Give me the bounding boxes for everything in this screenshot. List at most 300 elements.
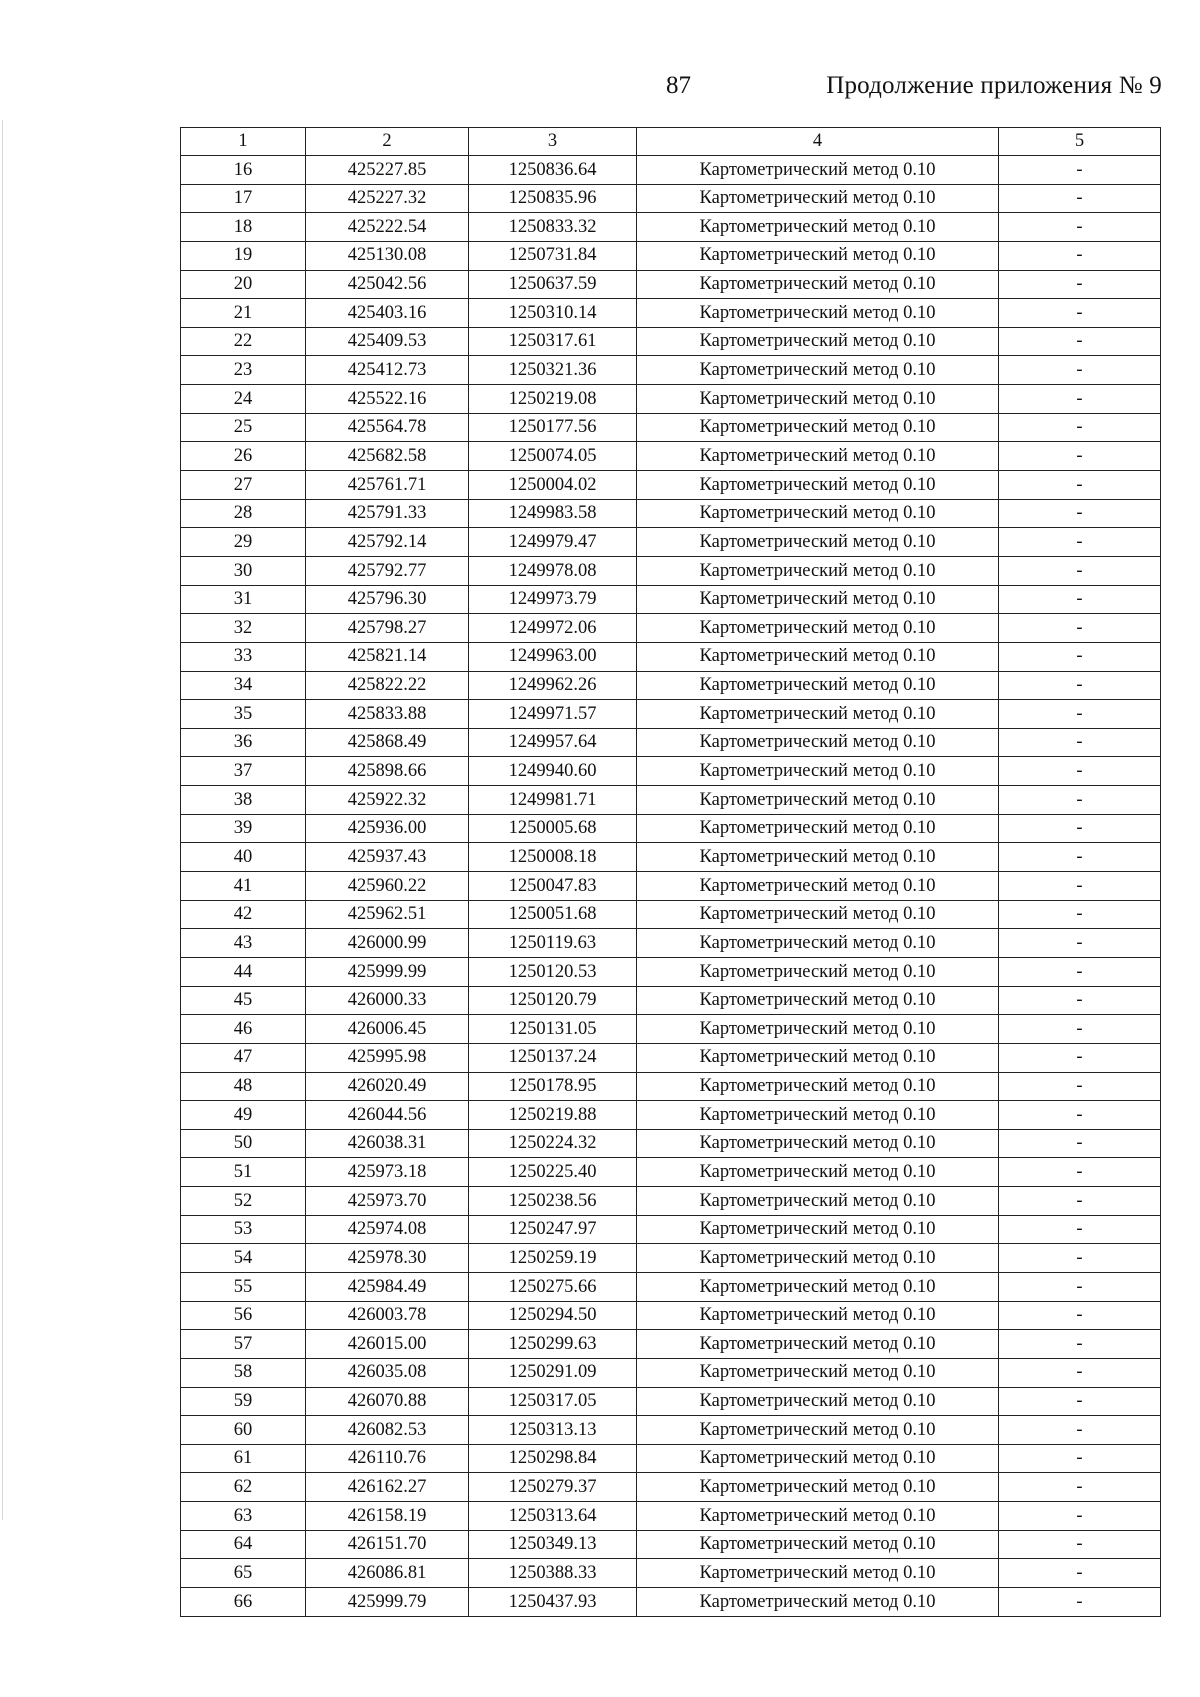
x-coordinate-cell: 425042.56 (306, 270, 469, 299)
method-cell: Картометрический метод 0.10 (637, 270, 999, 299)
note-cell: - (999, 957, 1161, 986)
table-row (181, 1215, 1161, 1244)
y-coordinate-cell: 1250437.93 (469, 1588, 637, 1617)
note-cell: - (999, 356, 1161, 385)
table-row (181, 957, 1161, 986)
x-coordinate-cell: 426035.08 (306, 1358, 469, 1387)
x-coordinate-cell: 425130.08 (306, 241, 469, 270)
method-cell: Картометрический метод 0.10 (637, 213, 999, 242)
x-coordinate-cell: 426158.19 (306, 1502, 469, 1531)
note-cell: - (999, 1215, 1161, 1244)
y-coordinate-cell: 1250317.61 (469, 327, 637, 356)
note-cell: - (999, 499, 1161, 528)
point-number-cell: 66 (181, 1588, 306, 1617)
table-row (181, 270, 1161, 299)
point-number-cell: 50 (181, 1129, 306, 1158)
table-row (181, 1502, 1161, 1531)
x-coordinate-cell: 425936.00 (306, 814, 469, 843)
method-cell: Картометрический метод 0.10 (637, 900, 999, 929)
point-number-cell: 25 (181, 413, 306, 442)
method-cell: Картометрический метод 0.10 (637, 1015, 999, 1044)
table-row (181, 1301, 1161, 1330)
note-cell: - (999, 1330, 1161, 1359)
x-coordinate-cell: 426110.76 (306, 1444, 469, 1473)
table-row (181, 413, 1161, 442)
table-row (181, 1187, 1161, 1216)
table-row (181, 1330, 1161, 1359)
x-coordinate-cell: 426038.31 (306, 1129, 469, 1158)
method-cell: Картометрический метод 0.10 (637, 1043, 999, 1072)
table-row (181, 299, 1161, 328)
x-coordinate-cell: 426003.78 (306, 1301, 469, 1330)
note-cell: - (999, 929, 1161, 958)
method-cell: Картометрический метод 0.10 (637, 986, 999, 1015)
x-coordinate-cell: 425868.49 (306, 728, 469, 757)
method-cell: Картометрический метод 0.10 (637, 843, 999, 872)
x-coordinate-cell: 426070.88 (306, 1387, 469, 1416)
y-coordinate-cell: 1249940.60 (469, 757, 637, 786)
table-row (181, 1588, 1161, 1617)
y-coordinate-cell: 1250298.84 (469, 1444, 637, 1473)
note-cell: - (999, 1101, 1161, 1130)
table-row (181, 843, 1161, 872)
y-coordinate-cell: 1250008.18 (469, 843, 637, 872)
point-number-cell: 33 (181, 642, 306, 671)
page-caption: Продолжение приложения № 9 (826, 72, 1162, 99)
y-coordinate-cell: 1249973.79 (469, 585, 637, 614)
method-cell: Картометрический метод 0.10 (637, 471, 999, 500)
y-coordinate-cell: 1250219.88 (469, 1101, 637, 1130)
point-number-cell: 36 (181, 728, 306, 757)
point-number-cell: 65 (181, 1559, 306, 1588)
method-cell: Картометрический метод 0.10 (637, 872, 999, 901)
x-coordinate-cell: 425522.16 (306, 385, 469, 414)
point-number-cell: 29 (181, 528, 306, 557)
point-number-cell: 41 (181, 872, 306, 901)
note-cell: - (999, 614, 1161, 643)
point-number-cell: 49 (181, 1101, 306, 1130)
point-number-cell: 43 (181, 929, 306, 958)
x-coordinate-cell: 425978.30 (306, 1244, 469, 1273)
x-coordinate-cell: 425822.22 (306, 671, 469, 700)
x-coordinate-cell: 425973.18 (306, 1158, 469, 1187)
method-cell: Картометрический метод 0.10 (637, 814, 999, 843)
x-coordinate-cell: 425962.51 (306, 900, 469, 929)
y-coordinate-cell: 1249963.00 (469, 642, 637, 671)
method-cell: Картометрический метод 0.10 (637, 1444, 999, 1473)
note-cell: - (999, 1043, 1161, 1072)
table-row (181, 442, 1161, 471)
x-coordinate-cell: 426000.33 (306, 986, 469, 1015)
table-row (181, 786, 1161, 815)
note-cell: - (999, 156, 1161, 185)
point-number-cell: 58 (181, 1358, 306, 1387)
point-number-cell: 63 (181, 1502, 306, 1531)
method-cell: Картометрический метод 0.10 (637, 1530, 999, 1559)
x-coordinate-cell: 425937.43 (306, 843, 469, 872)
note-cell: - (999, 872, 1161, 901)
x-coordinate-cell: 426000.99 (306, 929, 469, 958)
y-coordinate-cell: 1250247.97 (469, 1215, 637, 1244)
note-cell: - (999, 1588, 1161, 1617)
note-cell: - (999, 1187, 1161, 1216)
x-coordinate-cell: 425412.73 (306, 356, 469, 385)
table-body (181, 156, 1161, 1617)
x-coordinate-cell: 425791.33 (306, 499, 469, 528)
point-number-cell: 42 (181, 900, 306, 929)
note-cell: - (999, 327, 1161, 356)
x-coordinate-cell: 425409.53 (306, 327, 469, 356)
table-row (181, 1358, 1161, 1387)
x-coordinate-cell: 425995.98 (306, 1043, 469, 1072)
point-number-cell: 45 (181, 986, 306, 1015)
column-header: 1 (181, 128, 306, 156)
point-number-cell: 32 (181, 614, 306, 643)
column-header: 3 (469, 128, 637, 156)
table-row (181, 1387, 1161, 1416)
table-row (181, 184, 1161, 213)
x-coordinate-cell: 425792.14 (306, 528, 469, 557)
note-cell: - (999, 213, 1161, 242)
y-coordinate-cell: 1249983.58 (469, 499, 637, 528)
table-row (181, 900, 1161, 929)
table-row (181, 929, 1161, 958)
method-cell: Картометрический метод 0.10 (637, 1101, 999, 1130)
x-coordinate-cell: 426086.81 (306, 1559, 469, 1588)
point-number-cell: 39 (181, 814, 306, 843)
note-cell: - (999, 1272, 1161, 1301)
y-coordinate-cell: 1250225.40 (469, 1158, 637, 1187)
y-coordinate-cell: 1250047.83 (469, 872, 637, 901)
method-cell: Картометрический метод 0.10 (637, 1272, 999, 1301)
method-cell: Картометрический метод 0.10 (637, 499, 999, 528)
point-number-cell: 18 (181, 213, 306, 242)
note-cell: - (999, 471, 1161, 500)
point-number-cell: 22 (181, 327, 306, 356)
point-number-cell: 61 (181, 1444, 306, 1473)
method-cell: Картометрический метод 0.10 (637, 156, 999, 185)
method-cell: Картометрический метод 0.10 (637, 728, 999, 757)
table-row (181, 1444, 1161, 1473)
y-coordinate-cell: 1250321.36 (469, 356, 637, 385)
point-number-cell: 31 (181, 585, 306, 614)
note-cell: - (999, 671, 1161, 700)
method-cell: Картометрический метод 0.10 (637, 757, 999, 786)
x-coordinate-cell: 425974.08 (306, 1215, 469, 1244)
x-coordinate-cell: 426006.45 (306, 1015, 469, 1044)
point-number-cell: 47 (181, 1043, 306, 1072)
note-cell: - (999, 1158, 1161, 1187)
note-cell: - (999, 642, 1161, 671)
y-coordinate-cell: 1250349.13 (469, 1530, 637, 1559)
point-number-cell: 28 (181, 499, 306, 528)
note-cell: - (999, 1444, 1161, 1473)
x-coordinate-cell: 425227.85 (306, 156, 469, 185)
scan-edge-line (2, 120, 3, 1520)
note-cell: - (999, 413, 1161, 442)
x-coordinate-cell: 425960.22 (306, 872, 469, 901)
y-coordinate-cell: 1250119.63 (469, 929, 637, 958)
y-coordinate-cell: 1249978.08 (469, 556, 637, 585)
x-coordinate-cell: 425792.77 (306, 556, 469, 585)
y-coordinate-cell: 1250120.53 (469, 957, 637, 986)
y-coordinate-cell: 1250051.68 (469, 900, 637, 929)
y-coordinate-cell: 1249971.57 (469, 700, 637, 729)
y-coordinate-cell: 1250310.14 (469, 299, 637, 328)
note-cell: - (999, 385, 1161, 414)
table-row (181, 241, 1161, 270)
table-row (181, 556, 1161, 585)
y-coordinate-cell: 1250299.63 (469, 1330, 637, 1359)
point-number-cell: 30 (181, 556, 306, 585)
coordinates-table (180, 127, 1161, 1617)
point-number-cell: 20 (181, 270, 306, 299)
note-cell: - (999, 1387, 1161, 1416)
x-coordinate-cell: 426044.56 (306, 1101, 469, 1130)
table-row (181, 1530, 1161, 1559)
point-number-cell: 38 (181, 786, 306, 815)
method-cell: Картометрический метод 0.10 (637, 1072, 999, 1101)
note-cell: - (999, 757, 1161, 786)
note-cell: - (999, 442, 1161, 471)
point-number-cell: 55 (181, 1272, 306, 1301)
table-row (181, 385, 1161, 414)
x-coordinate-cell: 425898.66 (306, 757, 469, 786)
point-number-cell: 62 (181, 1473, 306, 1502)
method-cell: Картометрический метод 0.10 (637, 671, 999, 700)
x-coordinate-cell: 425999.99 (306, 957, 469, 986)
table-row (181, 614, 1161, 643)
x-coordinate-cell: 425999.79 (306, 1588, 469, 1617)
table-row (181, 642, 1161, 671)
point-number-cell: 26 (181, 442, 306, 471)
method-cell: Картометрический метод 0.10 (637, 1502, 999, 1531)
table-row (181, 156, 1161, 185)
method-cell: Картометрический метод 0.10 (637, 1387, 999, 1416)
point-number-cell: 21 (181, 299, 306, 328)
method-cell: Картометрический метод 0.10 (637, 556, 999, 585)
note-cell: - (999, 1072, 1161, 1101)
y-coordinate-cell: 1249972.06 (469, 614, 637, 643)
table-row (181, 1272, 1161, 1301)
note-cell: - (999, 900, 1161, 929)
y-coordinate-cell: 1250131.05 (469, 1015, 637, 1044)
method-cell: Картометрический метод 0.10 (637, 1129, 999, 1158)
method-cell: Картометрический метод 0.10 (637, 442, 999, 471)
table-row (181, 499, 1161, 528)
table-row (181, 1129, 1161, 1158)
y-coordinate-cell: 1250835.96 (469, 184, 637, 213)
note-cell: - (999, 1502, 1161, 1531)
method-cell: Картометрический метод 0.10 (637, 1416, 999, 1445)
table-row (181, 528, 1161, 557)
point-number-cell: 53 (181, 1215, 306, 1244)
y-coordinate-cell: 1250120.79 (469, 986, 637, 1015)
table-row (181, 213, 1161, 242)
note-cell: - (999, 241, 1161, 270)
y-coordinate-cell: 1250224.32 (469, 1129, 637, 1158)
point-number-cell: 59 (181, 1387, 306, 1416)
table-row (181, 1072, 1161, 1101)
method-cell: Картометрический метод 0.10 (637, 957, 999, 986)
note-cell: - (999, 1559, 1161, 1588)
table-row (181, 757, 1161, 786)
x-coordinate-cell: 425821.14 (306, 642, 469, 671)
point-number-cell: 23 (181, 356, 306, 385)
y-coordinate-cell: 1250259.19 (469, 1244, 637, 1273)
table-row (181, 1416, 1161, 1445)
table-row (181, 986, 1161, 1015)
page-number: 87 (666, 72, 691, 99)
y-coordinate-cell: 1250004.02 (469, 471, 637, 500)
x-coordinate-cell: 425984.49 (306, 1272, 469, 1301)
point-number-cell: 40 (181, 843, 306, 872)
method-cell: Картометрический метод 0.10 (637, 385, 999, 414)
x-coordinate-cell: 426020.49 (306, 1072, 469, 1101)
note-cell: - (999, 1129, 1161, 1158)
y-coordinate-cell: 1250219.08 (469, 385, 637, 414)
point-number-cell: 64 (181, 1530, 306, 1559)
method-cell: Картометрический метод 0.10 (637, 1559, 999, 1588)
point-number-cell: 27 (181, 471, 306, 500)
x-coordinate-cell: 426082.53 (306, 1416, 469, 1445)
table-row (181, 700, 1161, 729)
note-cell: - (999, 299, 1161, 328)
method-cell: Картометрический метод 0.10 (637, 299, 999, 328)
table-row (181, 1043, 1161, 1072)
point-number-cell: 46 (181, 1015, 306, 1044)
x-coordinate-cell: 425222.54 (306, 213, 469, 242)
y-coordinate-cell: 1250313.64 (469, 1502, 637, 1531)
point-number-cell: 17 (181, 184, 306, 213)
x-coordinate-cell: 425833.88 (306, 700, 469, 729)
method-cell: Картометрический метод 0.10 (637, 413, 999, 442)
method-cell: Картометрический метод 0.10 (637, 700, 999, 729)
point-number-cell: 60 (181, 1416, 306, 1445)
y-coordinate-cell: 1249979.47 (469, 528, 637, 557)
point-number-cell: 48 (181, 1072, 306, 1101)
note-cell: - (999, 1015, 1161, 1044)
point-number-cell: 44 (181, 957, 306, 986)
column-header: 2 (306, 128, 469, 156)
point-number-cell: 24 (181, 385, 306, 414)
point-number-cell: 52 (181, 1187, 306, 1216)
x-coordinate-cell: 425227.32 (306, 184, 469, 213)
y-coordinate-cell: 1249981.71 (469, 786, 637, 815)
point-number-cell: 34 (181, 671, 306, 700)
point-number-cell: 16 (181, 156, 306, 185)
method-cell: Картометрический метод 0.10 (637, 528, 999, 557)
y-coordinate-cell: 1250137.24 (469, 1043, 637, 1072)
note-cell: - (999, 1416, 1161, 1445)
table-row (181, 1015, 1161, 1044)
x-coordinate-cell: 425682.58 (306, 442, 469, 471)
y-coordinate-cell: 1250313.13 (469, 1416, 637, 1445)
point-number-cell: 19 (181, 241, 306, 270)
method-cell: Картометрический метод 0.10 (637, 1301, 999, 1330)
table-row (181, 814, 1161, 843)
y-coordinate-cell: 1250178.95 (469, 1072, 637, 1101)
method-cell: Картометрический метод 0.10 (637, 1588, 999, 1617)
note-cell: - (999, 786, 1161, 815)
y-coordinate-cell: 1250279.37 (469, 1473, 637, 1502)
y-coordinate-cell: 1250317.05 (469, 1387, 637, 1416)
y-coordinate-cell: 1249957.64 (469, 728, 637, 757)
x-coordinate-cell: 425922.32 (306, 786, 469, 815)
y-coordinate-cell: 1250637.59 (469, 270, 637, 299)
column-header: 5 (999, 128, 1161, 156)
method-cell: Картометрический метод 0.10 (637, 184, 999, 213)
x-coordinate-cell: 426015.00 (306, 1330, 469, 1359)
table-row (181, 1158, 1161, 1187)
note-cell: - (999, 843, 1161, 872)
y-coordinate-cell: 1250177.56 (469, 413, 637, 442)
x-coordinate-cell: 426151.70 (306, 1530, 469, 1559)
method-cell: Картометрический метод 0.10 (637, 786, 999, 815)
method-cell: Картометрический метод 0.10 (637, 241, 999, 270)
table-row (181, 585, 1161, 614)
x-coordinate-cell: 425403.16 (306, 299, 469, 328)
method-cell: Картометрический метод 0.10 (637, 1244, 999, 1273)
point-number-cell: 57 (181, 1330, 306, 1359)
y-coordinate-cell: 1250291.09 (469, 1358, 637, 1387)
method-cell: Картометрический метод 0.10 (637, 642, 999, 671)
method-cell: Картометрический метод 0.10 (637, 1158, 999, 1187)
table-row (181, 356, 1161, 385)
method-cell: Картометрический метод 0.10 (637, 614, 999, 643)
table-header-row (181, 128, 1161, 156)
note-cell: - (999, 585, 1161, 614)
x-coordinate-cell: 425973.70 (306, 1187, 469, 1216)
note-cell: - (999, 700, 1161, 729)
point-number-cell: 51 (181, 1158, 306, 1187)
note-cell: - (999, 270, 1161, 299)
note-cell: - (999, 556, 1161, 585)
table-row (181, 327, 1161, 356)
point-number-cell: 56 (181, 1301, 306, 1330)
table-row (181, 872, 1161, 901)
table-row (181, 471, 1161, 500)
x-coordinate-cell: 425796.30 (306, 585, 469, 614)
note-cell: - (999, 528, 1161, 557)
method-cell: Картометрический метод 0.10 (637, 1187, 999, 1216)
x-coordinate-cell: 425798.27 (306, 614, 469, 643)
table-row (181, 1473, 1161, 1502)
note-cell: - (999, 184, 1161, 213)
y-coordinate-cell: 1250005.68 (469, 814, 637, 843)
note-cell: - (999, 1358, 1161, 1387)
note-cell: - (999, 728, 1161, 757)
table-row (181, 1559, 1161, 1588)
y-coordinate-cell: 1250388.33 (469, 1559, 637, 1588)
note-cell: - (999, 1473, 1161, 1502)
y-coordinate-cell: 1250833.32 (469, 213, 637, 242)
x-coordinate-cell: 425761.71 (306, 471, 469, 500)
y-coordinate-cell: 1250074.05 (469, 442, 637, 471)
note-cell: - (999, 1301, 1161, 1330)
method-cell: Картометрический метод 0.10 (637, 929, 999, 958)
table-row (181, 1101, 1161, 1130)
x-coordinate-cell: 426162.27 (306, 1473, 469, 1502)
table-row (181, 1244, 1161, 1273)
method-cell: Картометрический метод 0.10 (637, 1330, 999, 1359)
y-coordinate-cell: 1250731.84 (469, 241, 637, 270)
note-cell: - (999, 1530, 1161, 1559)
y-coordinate-cell: 1250294.50 (469, 1301, 637, 1330)
point-number-cell: 37 (181, 757, 306, 786)
method-cell: Картометрический метод 0.10 (637, 1473, 999, 1502)
method-cell: Картометрический метод 0.10 (637, 327, 999, 356)
